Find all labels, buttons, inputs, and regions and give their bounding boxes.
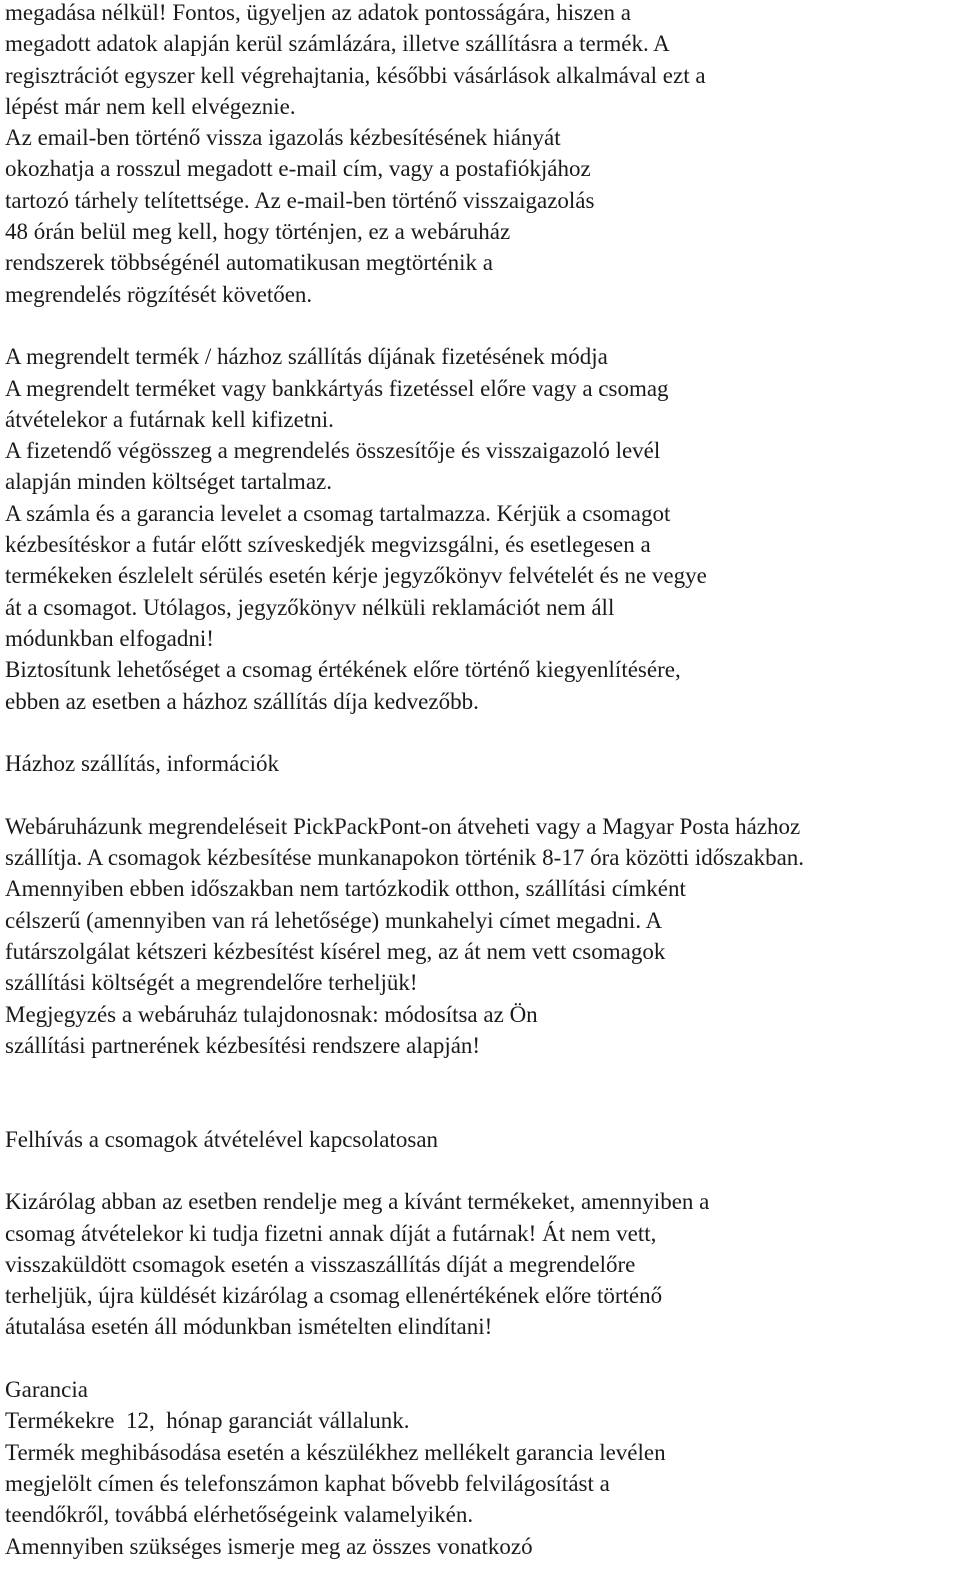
text-line: megrendelés rögzítését követően. xyxy=(5,281,313,307)
text-line: át a csomagot. Utólagos, jegyzőkönyv nélküli reklamációt nem áll xyxy=(5,594,615,620)
paragraph-spacer xyxy=(5,1343,960,1374)
section-heading-delivery: Házhoz szállítás, információk xyxy=(5,751,279,777)
text-line: ebben az esetben a házhoz szállítás díja kedvezőbb. xyxy=(5,688,479,714)
text-line: tartozó tárhely telítettsége. Az e-mail-ben történő visszaigazolás xyxy=(5,187,595,213)
paragraph-spacer xyxy=(5,1061,960,1124)
paragraph-delivery xyxy=(5,811,960,1061)
text-line: alapján minden költséget tartalmaz. xyxy=(5,469,332,495)
text-line: célszerű (amennyiben van rá lehetősége) munkahelyi címet megadni. A xyxy=(5,907,663,933)
text-line: terheljük, újra küldését kizárólag a csomag ellenértékének előre történő xyxy=(5,1283,663,1309)
text-line: Az email-ben történő vissza igazolás kézbesítésének hiányát xyxy=(5,125,561,151)
text-line: Webáruházunk megrendeléseit PickPackPont-on átveheti vagy a Magyar Posta házhoz xyxy=(5,813,801,839)
section-heading-pickup: Felhívás a csomagok átvételével kapcsolatosan xyxy=(5,1126,439,1152)
text-line: átutalása esetén áll módunkban ismételten elindítani! xyxy=(5,1314,493,1340)
section-heading-warranty: Garancia xyxy=(5,1377,88,1403)
text-line: átvételekor a futárnak kell kifizetni. xyxy=(5,406,334,432)
text-line: lépést már nem kell elvégeznie. xyxy=(5,93,296,119)
document-page xyxy=(5,0,960,1562)
paragraph-payment xyxy=(5,341,960,717)
text-line: visszaküldött csomagok esetén a visszaszállítás díját a megrendelőre xyxy=(5,1251,636,1277)
paragraph-spacer xyxy=(5,310,960,341)
text-line: csomag átvételekor ki tudja fizetni annak díját a futárnak! Át nem vett, xyxy=(5,1220,657,1246)
paragraph-spacer xyxy=(5,779,960,810)
text-line: futárszolgálat kétszeri kézbesítést kísérel meg, az át nem vett csomagok xyxy=(5,938,666,964)
text-line: Biztosítunk lehetőséget a csomag értékének előre történő kiegyenlítésére, xyxy=(5,657,681,683)
text-line: 48 órán belül meg kell, hogy történjen, ez a webáruház xyxy=(5,219,511,245)
text-line: A számla és a garancia levelet a csomag tartalmazza. Kérjük a csomagot xyxy=(5,500,671,526)
text-line: szállítási költségét a megrendelőre terheljük! xyxy=(5,970,418,996)
paragraph-warranty xyxy=(5,1405,960,1561)
text-line: regisztrációt egyszer kell végrehajtania, későbbi vásárlások alkalmával ezt a xyxy=(5,62,706,88)
text-line: szállítási partnerének kézbesítési rendszere alapján! xyxy=(5,1032,481,1058)
text-line: Termék meghibásodása esetén a készülékhez mellékelt garancia levélen xyxy=(5,1439,666,1465)
text-line: Termékekre 12, hónap garanciát vállalunk. xyxy=(5,1408,410,1434)
text-line: módunkban elfogadni! xyxy=(5,625,214,651)
text-line: Amennyiben ebben időszakban nem tartózkodik otthon, szállítási címként xyxy=(5,876,686,902)
text-line: rendszerek többségénél automatikusan megtörténik a xyxy=(5,250,493,276)
paragraph-pickup xyxy=(5,1186,960,1342)
text-line: A megrendelt terméket vagy bankkártyás fizetéssel előre vagy a csomag xyxy=(5,375,669,401)
text-line: Kizárólag abban az esetben rendelje meg a kívánt termékeket, amennyiben a xyxy=(5,1189,710,1215)
text-line: Amennyiben szükséges ismerje meg az összes vonatkozó xyxy=(5,1533,533,1559)
paragraph-registration xyxy=(5,0,960,310)
text-line: teendőkről, továbbá elérhetőségeink valamelyikén. xyxy=(5,1502,474,1528)
text-line: megadott adatok alapján kerül számlázára, illetve szállításra a termék. A xyxy=(5,31,670,57)
text-line: A fizetendő végösszeg a megrendelés összesítője és visszaigazoló levél xyxy=(5,438,661,464)
text-line: megadása nélkül! Fontos, ügyeljen az adatok pontosságára, hiszen a xyxy=(5,0,631,25)
text-line: megjelölt címen és telefonszámon kaphat bővebb felvilágosítást a xyxy=(5,1470,610,1496)
text-line: kézbesítéskor a futár előtt szíveskedjék megvizsgálni, és esetlegesen a xyxy=(5,532,651,558)
text-line: Megjegyzés a webáruház tulajdonosnak: módosítsa az Ön xyxy=(5,1001,538,1027)
text-line: A megrendelt termék / házhoz szállítás díjának fizetésének módja xyxy=(5,344,608,370)
paragraph-spacer xyxy=(5,717,960,748)
text-line: okozhatja a rosszul megadott e-mail cím, vagy a postafiókjához xyxy=(5,156,591,182)
paragraph-spacer xyxy=(5,1155,960,1186)
text-line: termékeken észlelelt sérülés esetén kérje jegyzőkönyv felvételét és ne vegye xyxy=(5,563,707,589)
text-line: szállítja. A csomagok kézbesítése munkanapokon történik 8-17 óra közötti időszakban. xyxy=(5,845,805,871)
